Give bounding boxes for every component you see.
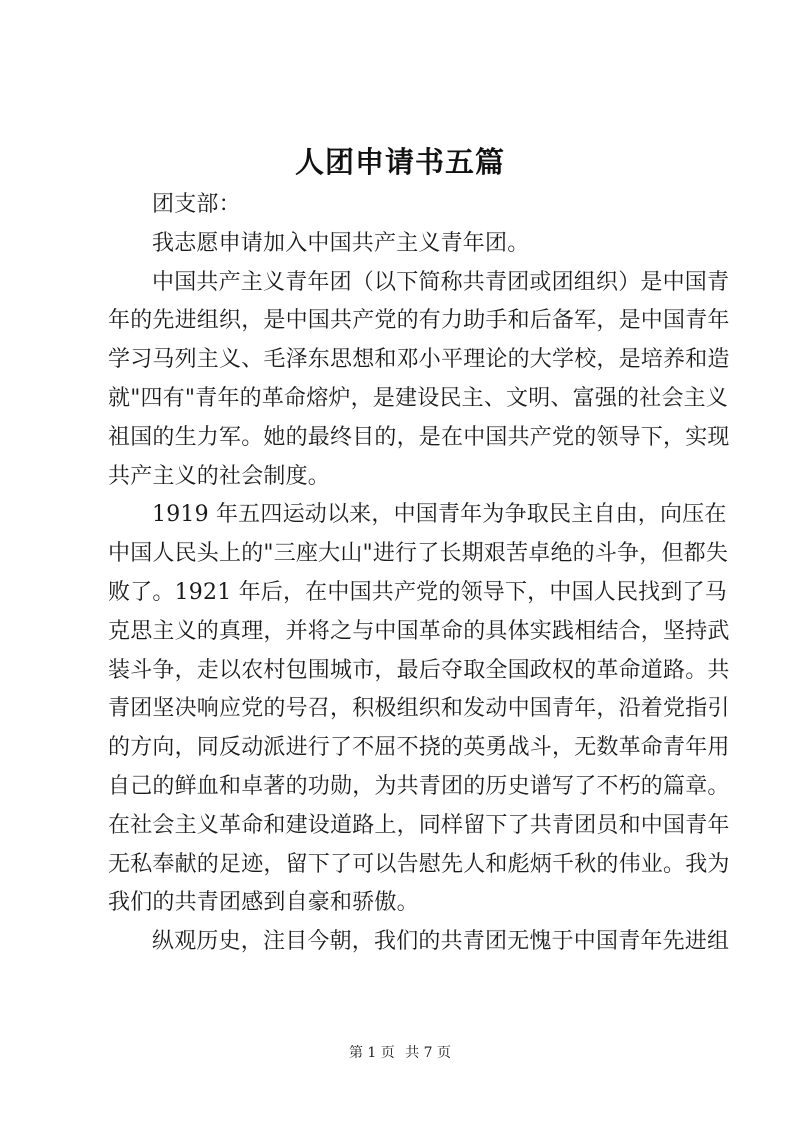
text-line: 我们的共青团感到自豪和骄傲。 [108,890,419,916]
text-line: 祖国的生力军。她的最终目的，是在中国共产党的领导下，实现 [108,424,730,450]
document-body [108,186,730,962]
text-line: 克思主义的真理，并将之与中国革命的具体实践相结合，坚持武 [108,618,730,644]
text-line: 在社会主义革命和建设道路上，同样留下了共青团员和中国青年 [108,812,730,838]
text-line: 中国人民头上的"三座大山"进行了长期艰苦卓绝的斗争，但都失 [108,541,729,567]
text-line: 装斗争，走以农村包围城市，最后夺取全国政权的革命道路。共 [108,657,730,683]
text-line: 败了。1921 年后，在中国共产党的领导下，中国人民找到了马 [108,579,727,605]
text-line: 共产主义的社会制度。 [108,463,331,489]
document-title: 人团申请书五篇 [294,145,505,179]
text-line: 我志愿申请加入中国共产主义青年团。 [152,230,530,256]
text-line: 青团坚决响应党的号召，积极组织和发动中国青年，沿着党指引 [108,696,730,722]
text-line: 1919 年五四运动以来，中国青年为争取民主自由，向压在 [152,502,727,528]
text-line: 无私奉献的足迹，留下了可以告慰先人和彪炳千秋的伟业。我为 [108,851,730,877]
text-line: 团支部： [152,192,241,217]
page-number: 第 1 页 [348,1045,395,1061]
text-line: 中国共产主义青年团（以下简称共青团或团组织）是中国青 [152,269,730,295]
text-line: 的方向，同反动派进行了不屈不挠的英勇战斗，无数革命青年用 [108,735,730,761]
page-total: 共 7 页 [405,1045,452,1061]
text-line: 自己的鲜血和卓著的功勋，为共青团的历史谱写了不朽的篇章。 [108,773,730,799]
text-line: 就"四有"青年的革命熔炉，是建设民主、文明、富强的社会主义 [108,385,729,411]
text-line: 年的先进组织，是中国共产党的有力助手和后备军，是中国青年 [108,308,730,334]
text-line: 学习马列主义、毛泽东思想和邓小平理论的大学校，是培养和造 [108,347,730,373]
page-footer [0,1042,800,1062]
text-line: 纵观历史，注目今朝，我们的共青团无愧于中国青年先进组 [152,929,730,955]
